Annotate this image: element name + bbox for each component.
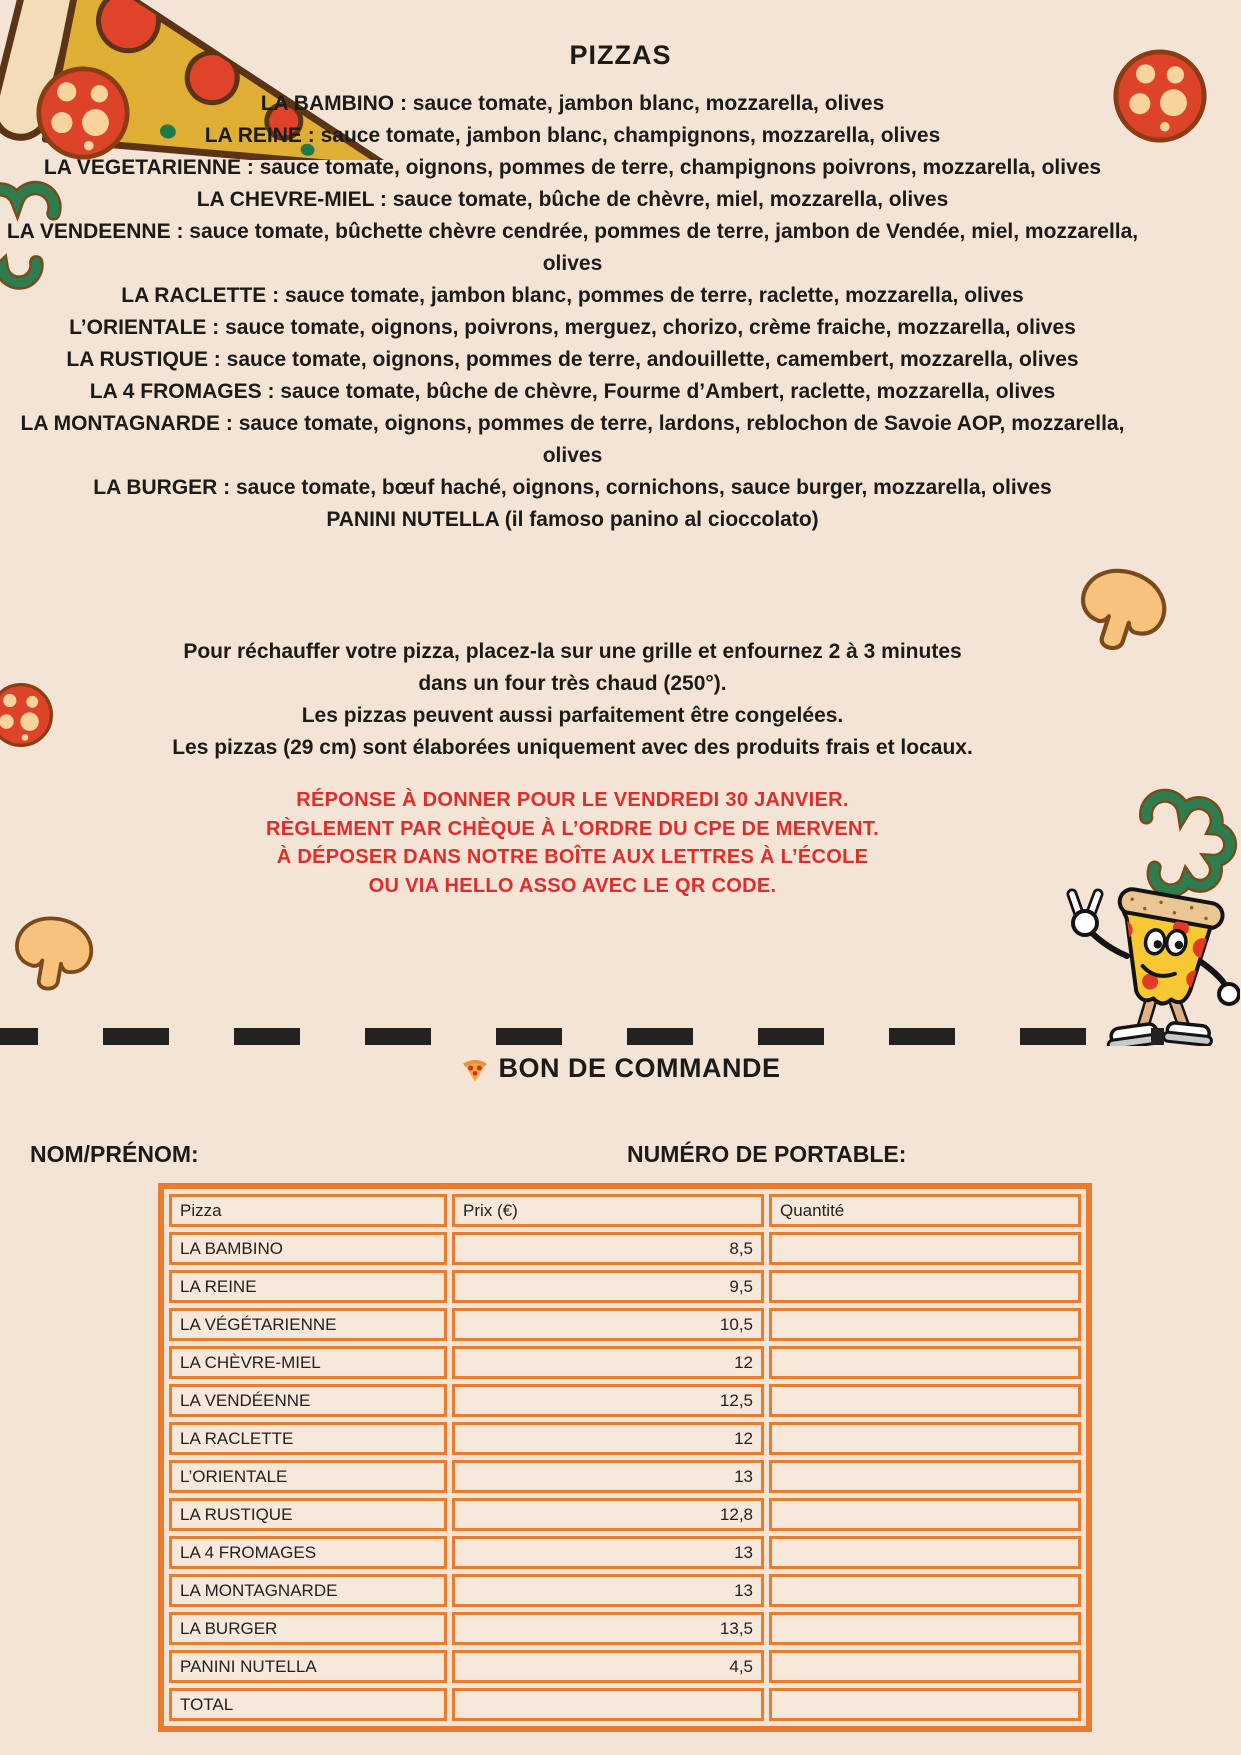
pizza-name-cell: PANINI NUTELLA: [169, 1650, 447, 1683]
table-row: [169, 1384, 1081, 1417]
price-cell: 10,5: [452, 1308, 764, 1341]
menu-item-line: LA REINE : sauce tomate, jambon blanc, champignons, mozzarella, olives: [204, 124, 941, 147]
quantity-cell: [769, 1650, 1081, 1683]
pizza-name-cell: L’ORIENTALE: [169, 1460, 447, 1493]
instruction-line: Pour réchauffer votre pizza, placez-la sur une grille et enfournez 2 à 3 minutes: [183, 640, 962, 663]
page-title: PIZZAS: [569, 40, 672, 70]
table-row: [169, 1460, 1081, 1493]
quantity-cell: [769, 1346, 1081, 1379]
pizza-name-cell: LA VENDÉENNE: [169, 1384, 447, 1417]
price-cell: [452, 1688, 764, 1721]
price-cell: 12,5: [452, 1384, 764, 1417]
heating-instructions: [0, 636, 1145, 764]
instruction-line: Les pizzas peuvent aussi parfaitement être congelées.: [301, 704, 844, 727]
order-table-wrapper: [158, 1183, 1092, 1732]
quantity-cell: [769, 1498, 1081, 1531]
pizza-name-cell: LA BURGER: [169, 1612, 447, 1645]
table-row: [169, 1688, 1081, 1721]
quantity-cell: [769, 1232, 1081, 1265]
pizza-name-cell: LA 4 FROMAGES: [169, 1536, 447, 1569]
quantity-cell: [769, 1612, 1081, 1645]
menu-item-line: LA VENDEENNE : sauce tomate, bûchette chèvre cendrée, pommes de terre, jambon de Vendée, miel, mozzarella, olives: [6, 220, 1139, 275]
instruction-line: dans un four très chaud (250°).: [418, 672, 727, 695]
menu-item-line: LA CHEVRE-MIEL : sauce tomate, bûche de chèvre, miel, mozzarella, olives: [196, 188, 949, 211]
menu-item-line: LA RACLETTE : sauce tomate, jambon blanc, pommes de terre, raclette, mozzarella, olives: [121, 284, 1024, 307]
table-row: [169, 1232, 1081, 1265]
pizza-name-cell: LA REINE: [169, 1270, 447, 1303]
pizza-emoji-icon: [461, 1055, 489, 1083]
phone-label: NUMÉRO DE PORTABLE:: [627, 1141, 907, 1167]
menu-item-line: LA 4 FROMAGES : sauce tomate, bûche de chèvre, Fourme d’Ambert, raclette, mozzarella, olives: [89, 380, 1056, 403]
dashed-separator: [0, 1028, 1164, 1045]
notice-line: RÈGLEMENT PAR CHÈQUE À L’ORDRE DU CPE DE MERVENT.: [266, 817, 879, 840]
quantity-cell: [769, 1688, 1081, 1721]
menu-item-line: LA BURGER : sauce tomate, bœuf haché, oignons, cornichons, sauce burger, mozzarella, olives: [93, 476, 1052, 499]
pizza-name-cell: TOTAL: [169, 1688, 447, 1721]
quantity-cell: [769, 1574, 1081, 1607]
menu-item-line: L’ORIENTALE : sauce tomate, oignons, poivrons, merguez, chorizo, crème fraiche, mozzarella, olives: [69, 316, 1076, 339]
pizza-name-cell: LA CHÈVRE-MIEL: [169, 1346, 447, 1379]
quantity-cell: [769, 1308, 1081, 1341]
price-cell: 13,5: [452, 1612, 764, 1645]
notice-line: À DÉPOSER DANS NOTRE BOÎTE AUX LETTRES À L’ÉCOLE: [276, 846, 869, 868]
quantity-cell: [769, 1270, 1081, 1303]
menu-item-line: LA MONTAGNARDE : sauce tomate, oignons, pommes de terre, lardons, reblochon de Savoie AOP, mozzarella, olives: [20, 412, 1125, 467]
walking-pizza-character-icon: [1055, 884, 1240, 1046]
table-row: [169, 1612, 1081, 1645]
table-header-row: [169, 1194, 1081, 1227]
quantity-cell: [769, 1384, 1081, 1417]
price-cell: 12,8: [452, 1498, 764, 1531]
name-label: NOM/PRÉNOM:: [30, 1141, 199, 1167]
table-row: [169, 1270, 1081, 1303]
table-row: [169, 1536, 1081, 1569]
table-row: [169, 1574, 1081, 1607]
pizza-name-cell: LA RUSTIQUE: [169, 1498, 447, 1531]
pizza-name-cell: LA RACLETTE: [169, 1422, 447, 1455]
price-cell: 13: [452, 1536, 764, 1569]
column-header-quantity: Quantité: [769, 1194, 1081, 1227]
menu-item-line: LA VEGETARIENNE : sauce tomate, oignons, pommes de terre, champignons poivrons, mozzarella, olives: [43, 156, 1102, 179]
notice-line: OU VIA HELLO ASSO AVEC LE QR CODE.: [368, 874, 777, 897]
payment-notice: [0, 786, 1145, 900]
notice-line: RÉPONSE À DONNER POUR LE VENDREDI 30 JANVIER.: [296, 789, 849, 811]
table-row: [169, 1308, 1081, 1341]
pizza-name-cell: LA BAMBINO: [169, 1232, 447, 1265]
pizza-name-cell: LA VÉGÉTARIENNE: [169, 1308, 447, 1341]
price-cell: 4,5: [452, 1650, 764, 1683]
order-form-title-text: BON DE COMMANDE: [498, 1053, 781, 1083]
price-cell: 13: [452, 1574, 764, 1607]
table-row: [169, 1498, 1081, 1531]
table-row: [169, 1346, 1081, 1379]
quantity-cell: [769, 1460, 1081, 1493]
price-cell: 8,5: [452, 1232, 764, 1265]
price-cell: 9,5: [452, 1270, 764, 1303]
price-cell: 13: [452, 1460, 764, 1493]
table-row: [169, 1422, 1081, 1455]
pizza-name-cell: LA MONTAGNARDE: [169, 1574, 447, 1607]
menu-item-line: LA RUSTIQUE : sauce tomate, oignons, pommes de terre, andouillette, camembert, mozzarella, olives: [66, 348, 1079, 371]
price-cell: 12: [452, 1346, 764, 1379]
pizza-menu-section: [0, 88, 1145, 536]
menu-item-line: PANINI NUTELLA (il famoso panino al cioccolato): [326, 508, 819, 531]
menu-item-line: LA BAMBINO : sauce tomate, jambon blanc, mozzarella, olives: [260, 92, 885, 115]
column-header-price: Prix (€): [452, 1194, 764, 1227]
column-header-pizza: Pizza: [169, 1194, 447, 1227]
order-table: [164, 1189, 1086, 1726]
table-row: [169, 1650, 1081, 1683]
order-form-title: [0, 1053, 1241, 1084]
instruction-line: Les pizzas (29 cm) sont élaborées uniquement avec des produits frais et locaux.: [172, 736, 973, 759]
quantity-cell: [769, 1536, 1081, 1569]
mushroom-icon: [0, 902, 108, 1012]
quantity-cell: [769, 1422, 1081, 1455]
price-cell: 12: [452, 1422, 764, 1455]
